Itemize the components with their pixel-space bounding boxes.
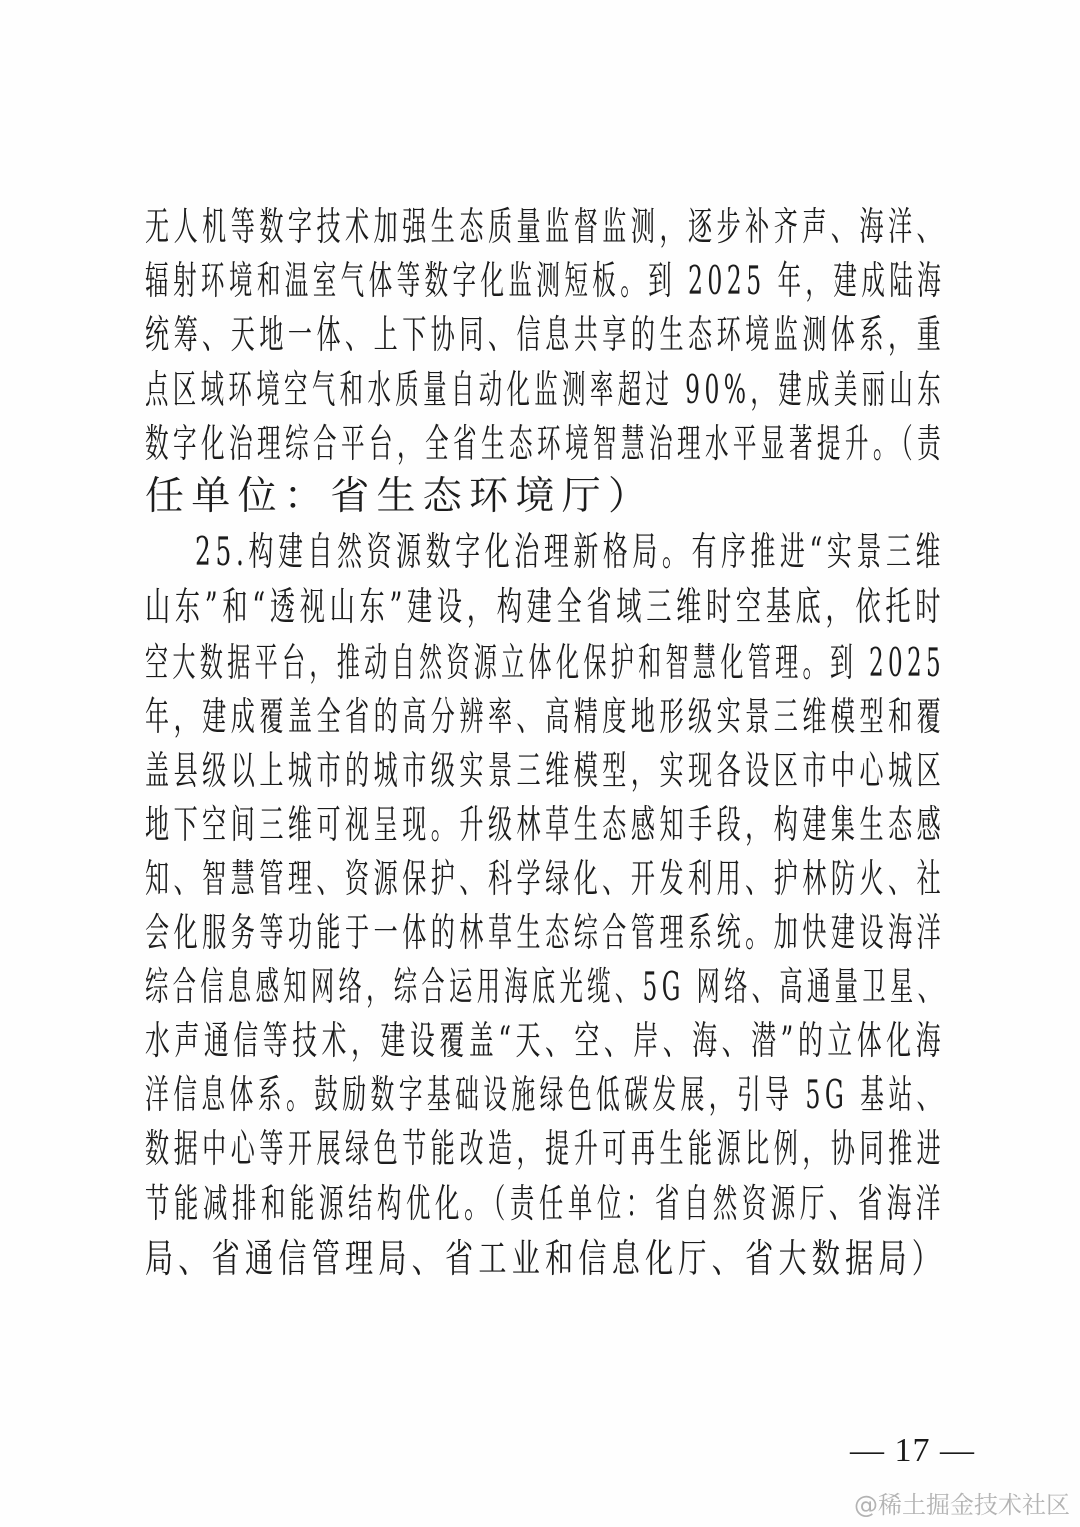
text-line: 会化服务等功能于一体的林草生态综合管理系统。加快建设海洋 bbox=[145, 911, 946, 956]
text-line: 辐射环境和温室气体等数字化监测短板。到 2025 年，建成陆海 bbox=[145, 259, 946, 304]
text-line: 局、省通信管理局、省工业和信息化厅、省大数据局） bbox=[145, 1237, 946, 1282]
text-line: 无人机等数字技术加强生态质量监督监测，逐步补齐声、海洋、 bbox=[145, 205, 946, 250]
text-line: 综合信息感知网络，综合运用海底光缆、5G 网络、高通量卫星、 bbox=[145, 965, 946, 1010]
text-line: 数字化治理综合平台，全省生态环境智慧治理水平显著提升。（责 bbox=[145, 422, 946, 467]
text-line: 统筹、天地一体、上下协同、信息共享的生态环境监测体系，重 bbox=[145, 313, 946, 358]
watermark: @稀土掘金技术社区 bbox=[854, 1491, 1070, 1519]
text-line: 知、智慧管理、资源保护、科学绿化、开发利用、护林防火、社 bbox=[145, 857, 946, 902]
page-number: — 17 — bbox=[850, 1432, 975, 1469]
text-line: 洋信息体系。鼓励数字基础设施绿色低碳发展，引导 5G 基站、 bbox=[145, 1073, 945, 1118]
text-line: 点区域环境空气和水质量自动化监测率超过 90%，建成美丽山东 bbox=[145, 368, 946, 413]
text-line-indented: 25.构建自然资源数字化治理新格局。有序推进“实景三维 bbox=[195, 530, 946, 575]
text-line: 空大数据平台，推动自然资源立体化保护和智慧化管理。到 2025 bbox=[145, 641, 945, 686]
text-line: 年，建成覆盖全省的高分辨率、高精度地形级实景三维模型和覆 bbox=[145, 695, 946, 740]
text-line: 数据中心等开展绿色节能改造，提升可再生能源比例，协同推进 bbox=[145, 1127, 946, 1172]
text-line: 节能减排和能源结构优化。（责任单位：省自然资源厅、省海洋 bbox=[145, 1182, 945, 1227]
text-line: 水声通信等技术，建设覆盖“天、空、岸、海、潜”的立体化海 bbox=[145, 1019, 946, 1064]
text-line: 盖县级以上城市的城市级实景三维模型，实现各设区市中心城区 bbox=[145, 749, 946, 794]
text-line: 山东”和“透视山东”建设，构建全省域三维时空基底，依托时 bbox=[145, 585, 946, 630]
text-line: 任单位：省生态环境厅） bbox=[145, 474, 655, 519]
text-line: 地下空间三维可视呈现。升级林草生态感知手段，构建集生态感 bbox=[145, 803, 946, 848]
